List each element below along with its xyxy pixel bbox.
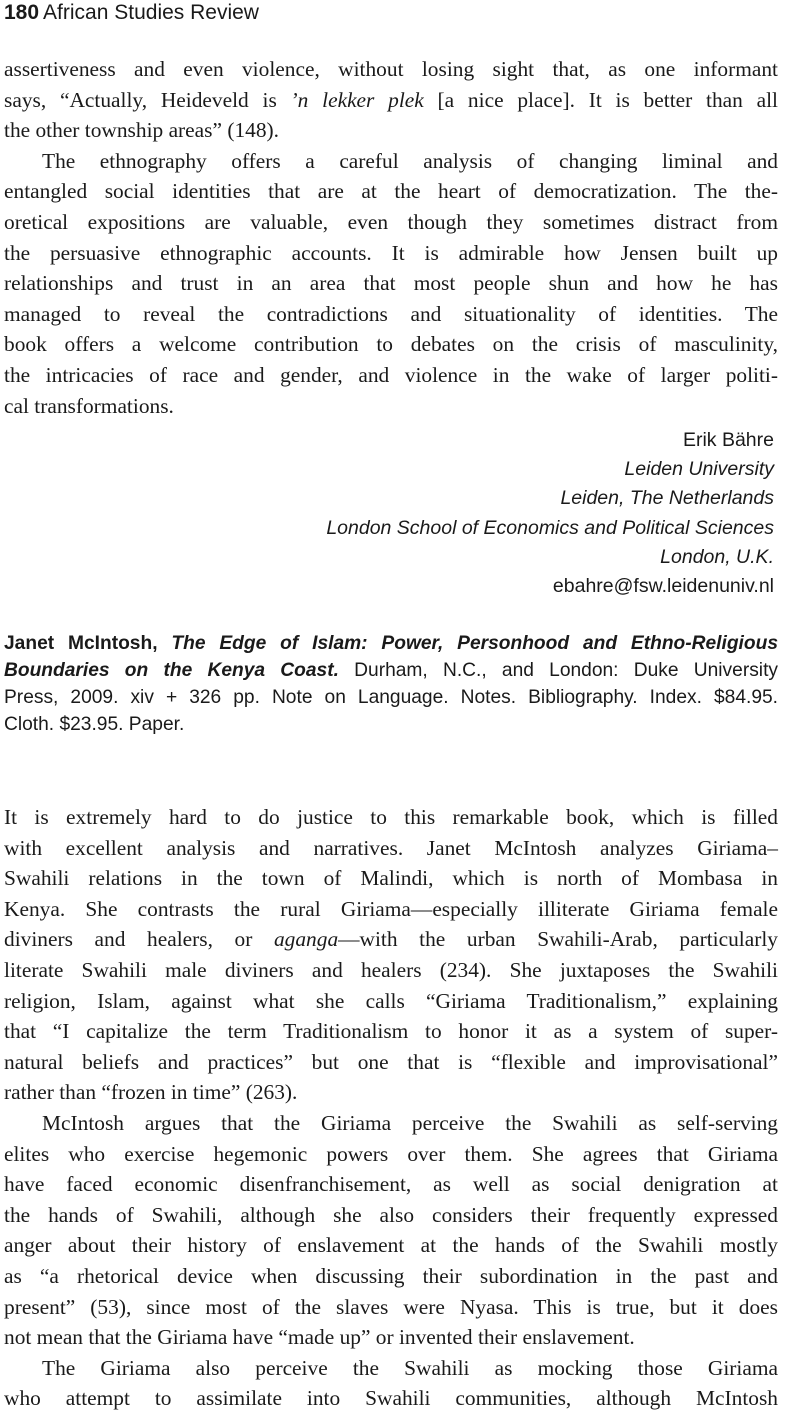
- header-line: [4, 630, 778, 657]
- text-line: have faced economic disenfranchisement, as well as social denigration at: [4, 1172, 778, 1197]
- text-line: the other township areas” (148).: [4, 118, 280, 143]
- text-line: who attempt to assimilate into Swahili communities, although McIntosh: [4, 1386, 778, 1411]
- text-line: Kenya. She contrasts the rural Giriama—especially illiterate Giriama female: [4, 896, 778, 921]
- reviewer-institution-2: London School of Economics and Political Sciences: [326, 516, 774, 539]
- text-line: diviners and healers, or aganga—with the urban Swahili-Arab, particularly: [4, 927, 778, 952]
- text-line: oretical expositions are valuable, even though they sometimes distract from: [4, 209, 778, 234]
- running-head: [4, 0, 259, 26]
- journal-title: African Studies Review: [43, 1, 259, 24]
- review2-header: [4, 630, 778, 738]
- text-line: cal transformations.: [4, 393, 174, 418]
- text-line: relationships and trust in an area that most people shun and how he has: [4, 271, 778, 296]
- text-line: elites who exercise hegemonic powers over them. She agrees that Giriama: [4, 1141, 778, 1166]
- text-line: not mean that the Giriama have “made up” or invented their enslavement.: [4, 1325, 635, 1350]
- text-line: as “a rhetorical device when discussing their subordination in the past and: [4, 1263, 778, 1288]
- header-line: Press, 2009. xiv + 326 pp. Note on Language. Notes. Bibliography. Index. $84.95.: [4, 687, 778, 708]
- text-line: the hands of Swahili, although she also considers their frequently expressed: [4, 1202, 778, 1227]
- text-line: says, “Actually, Heideveld is ’n lekker plek [a nice place]. It is better than all: [4, 87, 778, 112]
- reviewer-institution: Leiden University: [624, 458, 774, 481]
- reviewer-name: Erik Bähre: [682, 429, 774, 451]
- text-line: the persuasive ethnographic accounts. It is admirable how Jensen built up: [4, 240, 778, 265]
- review1-text: [4, 54, 778, 421]
- reviewer-location-2: London, U.K.: [660, 545, 774, 568]
- text-line: assertiveness and even violence, without losing sight that, as one informant: [4, 57, 778, 81]
- text-line: book offers a welcome contribution to debates on the crisis of masculinity,: [4, 332, 778, 357]
- book-title-cont: Boundaries on the Kenya Coast.: [4, 660, 339, 681]
- book-title: The Edge of Islam: Power, Personhood and Ethno-Religious: [171, 633, 779, 654]
- text-line: It is extremely hard to do justice to this remarkable book, which is filled: [4, 805, 778, 829]
- review2-body: [4, 802, 778, 1414]
- text-line: with excellent analysis and narratives. Janet McIntosh analyzes Giriama–: [4, 835, 778, 860]
- text-line: present” (53), since most of the slaves were Nyasa. This is true, but it does: [4, 1294, 778, 1319]
- reviewer-location: Leiden, The Netherlands: [560, 487, 774, 510]
- text-line: McIntosh argues that the Giriama perceive the Swahili as self-serving: [42, 1110, 778, 1135]
- text-line: The ethnography offers a careful analysis of changing liminal and: [42, 148, 778, 173]
- text-line: Swahili relations in the town of Malindi, which is north of Mombasa in: [4, 866, 778, 891]
- text-line: the intricacies of race and gender, and violence in the wake of larger politi-: [4, 362, 778, 387]
- text-line: rather than “frozen in time” (263).: [4, 1080, 298, 1105]
- book-author: Janet McIntosh,: [4, 633, 158, 654]
- text-line: entangled social identities that are at the heart of democratization. The the-: [4, 179, 778, 204]
- text-line: literate Swahili male diviners and healers (234). She juxtaposes the Swahili: [4, 957, 778, 982]
- text-line: The Giriama also perceive the Swahili as mocking those Giriama: [42, 1355, 778, 1380]
- header-line: [4, 657, 778, 684]
- reviewer-signature: [326, 426, 774, 601]
- text-line: managed to reveal the contradictions and situationality of identities. The: [4, 301, 778, 326]
- page-number: 180: [4, 1, 40, 24]
- text-line: that “I capitalize the term Traditionalism to honor it as a system of super-: [4, 1019, 778, 1044]
- text-line: anger about their history of enslavement at the hands of the Swahili mostly: [4, 1233, 778, 1258]
- text-line: religion, Islam, against what she calls “Giriama Traditionalism,” explaining: [4, 988, 778, 1013]
- header-line: Cloth. $23.95. Paper.: [4, 714, 185, 735]
- text-line: natural beliefs and practices” but one that is “flexible and improvisational”: [4, 1049, 778, 1074]
- publication-info: Durham, N.C., and London: Duke University: [354, 660, 778, 681]
- reviewer-email: ebahre@fsw.leidenuniv.nl: [552, 574, 774, 597]
